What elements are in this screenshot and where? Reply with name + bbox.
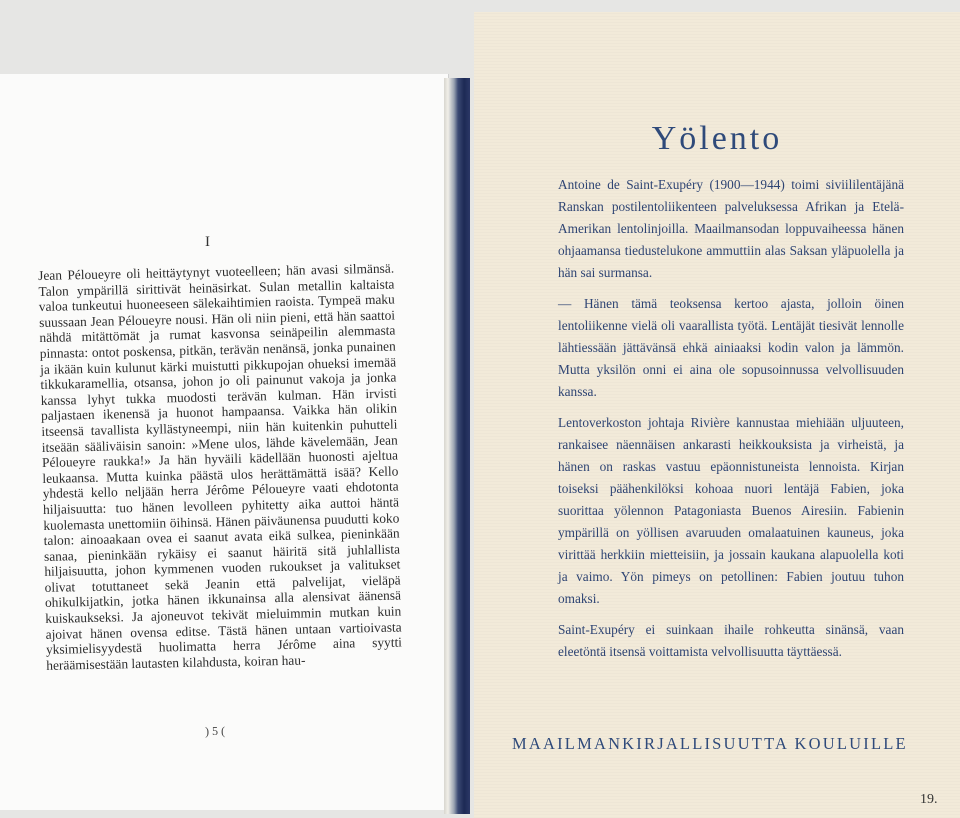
blurb-paragraph-1: Antoine de Saint-Exupéry (1900—1944) toimi siviililentäjänä Ranskan postilentoliikenteen palveluksessa Afrikan ja Etelä-Amerikan lentolinjoilla. Maailmansodan loppuvaiheessa hänen ohjaamansa tiedustelukone ammuttiin alas Saksan yläpuolella ja hän sai surmansa. bbox=[558, 177, 904, 280]
chapter-numeral: I bbox=[205, 234, 210, 250]
series-name: MAAILMANKIRJALLISUUTTA KOULUILLE bbox=[512, 734, 908, 753]
left-page-text bbox=[38, 261, 402, 674]
book-spine bbox=[444, 78, 470, 814]
body-paragraph: Jean Péloueyre oli heittäytynyt vuoteelleen; hän avasi silmänsä. Talon ympärillä sirittivät heinäsirkat. Sulan metallin kaltaista valoa tunkeutui huoneeseen sälekaihtimien raoista. Tympeä maku suussaan Jean Péloueyre nousi. Hän oli niin pieni, että hän saattoi nähdä mitättömät ja rumat kasvonsa seinäpeilin alemmasta pinnasta: ontot poskensa, pitkän, terävän nenänsä, jonka punainen ja ikään kuin kulunut kärki muistutti pikkupojan ohueksi imemää tikkukaramellia, otsansa, johon jo oli painunut vakoja ja jonka kanssa lyhyt tukka muodosti terävän kulman. Hän irvisti paljastaen ikenensä ja huonot hampaansa. Vaikka hän olikin itseensä tavallista kyllästyneempi, niin hän kuitenkin puhutteli itseään sääliväisin sanoin: »Mene ulos, lähde kävelemään, Jean Péloueyre raukka!» Ja hän hyväili kädellään huonosti ajeltua leukaansa. Mutta kuinka päästä ulos herättämättä isää? Kello yhdestä kello neljään herra Jérôme Péloueyre vaati ehdotonta hiljaisuutta: tuo hänen levolleen pyhitetty aika auttoi häntä kuolemasta unettomiin öihinsä. Hänen päiväunensa puudutti koko talon: ainoaakaan ovea ei saanut avata eikä sulkea, pieninkään sanaa, pieninkään rykäisy ei saanut häiritä sitä juhlallista hiljaisuutta, johon kymmenen vuoden rukoukset ja valitukset olivat totuttaneet sekä Jeanin että palvelijat, vieläpä ohikulkijatkin, jotka hänen ikkunainsa alla alensivat äänensä kuiskaukseksi. Ja ajoneuvot tekivät mieluimmin mutkan kuin ajoivat hänen ovensa editse. Tästä hänen untaan vartioivasta yksimielisyydestä huolimatta herra Jérôme aina syytti heräämisestään lautasten kilahdusta, koiran hau- bbox=[38, 260, 403, 673]
blurb-paragraph-3: Lentoverkoston johtaja Rivière kannustaa miehiään uljuuteen, rankaisee näennäisen ankarasti heikkouksista ja virheistä, ja hänen on raskas vastuu epäonnistuneista lennoista. Kirjan toiseksi päähenkilöksi kohoaa nuori lentäjä Fabien, joka suorittaa yölennon Patagoniasta Buenos Airesiin. Fabienin ympärillä on yöllisen avaruuden omalaatuinen kauneus, joka virittää herkkiin mietteisiin, ja jossain kaukana alapuolella koti ja vaimo. Yön pimeys on petollinen: Fabien joutuu tuhon omaksi. bbox=[558, 415, 904, 606]
book-title: Yölento bbox=[651, 120, 783, 157]
blurb-paragraph-2: — Hänen tämä teoksensa kertoo ajasta, jolloin öinen lentoliikenne vielä oli vaarallista työtä. Lentäjät tiesivät lennolle lähtiessään jättävänsä ehkä ainiaaksi kodin valon ja lämmön. Mutta yksilön onni ei aina ole sopusoinnussa velvollisuuden kanssa. bbox=[558, 296, 904, 399]
right-cover-page bbox=[474, 12, 960, 818]
cover-blurb bbox=[558, 174, 904, 672]
series-number: 19. bbox=[920, 792, 938, 807]
blurb-paragraph-4: Saint-Exupéry ei suinkaan ihaile rohkeutta sinänsä, vaan eleetöntä itsensä voittamista velvollisuutta täyttäessä. bbox=[558, 622, 904, 659]
page-folio: ) 5 ( bbox=[204, 723, 226, 739]
